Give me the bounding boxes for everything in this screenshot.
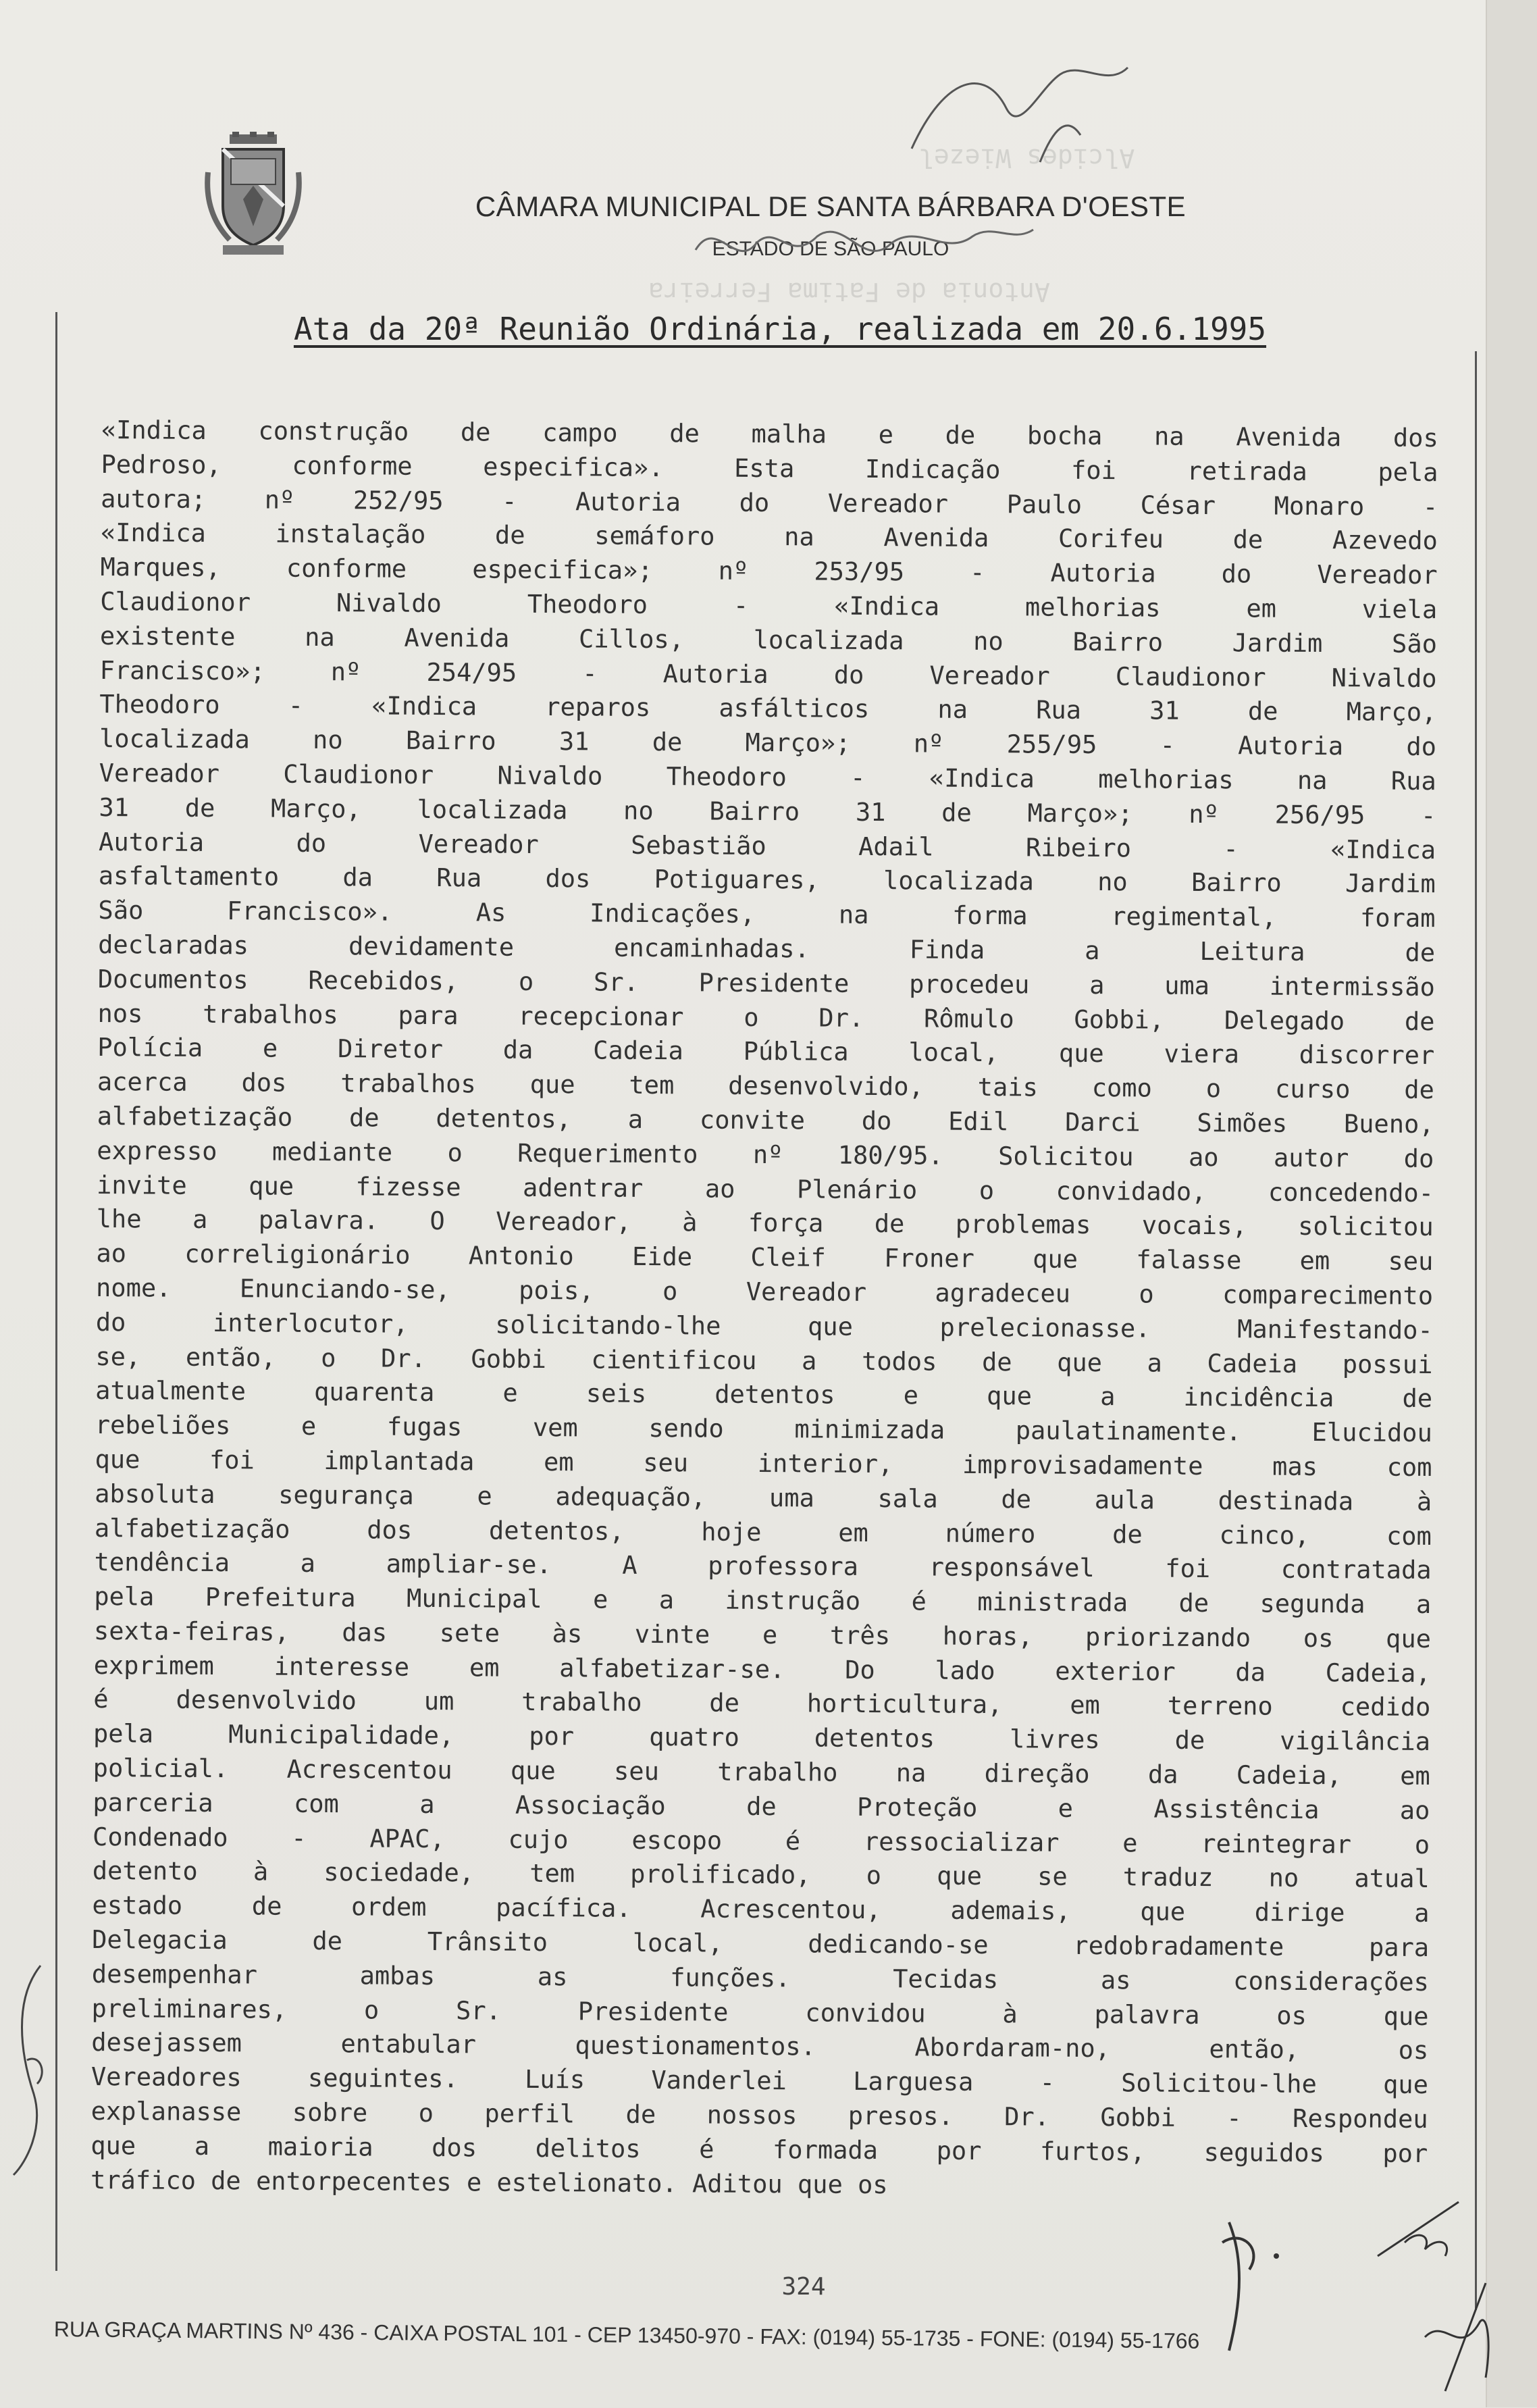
text-line: policial. Acrescentou que seu trabalho na direção da Cadeia, em <box>93 1753 1430 1791</box>
initials-bottom <box>1202 2202 1499 2408</box>
text-line: «Indica instalação de semáforo na Avenida Corifeu de Azevedo <box>100 518 1438 556</box>
coat-of-arms-icon <box>203 132 304 260</box>
text-line: parceria com a Associação de Proteção e Assistência ao <box>93 1787 1430 1825</box>
text-line: nos trabalhos para recepcionar o Dr. Rômulo Gobbi, Delegado de <box>97 998 1435 1036</box>
text-line: Delegacia de Trânsito local, dedicando-se redobradamente para <box>92 1925 1430 1963</box>
text-line: Marques, conforme especifica»; nº 253/95 - Autoria do Vereador <box>100 553 1438 590</box>
signature-mid <box>689 209 1040 287</box>
text-line: que foi implantada em seu interior, improvisadamente mas com <box>95 1444 1432 1482</box>
document-title <box>240 311 1320 347</box>
text-line: nome. Enunciando-se, pois, o Vereador agradeceu o comparecimento <box>95 1273 1434 1310</box>
text-line: Autoria do Vereador Sebastião Adail Ribeiro - «Indica <box>98 827 1436 865</box>
text-line: pela Municipalidade, por quatro detentos livres de vigilância <box>93 1719 1431 1757</box>
text-line: do interlocutor, solicitando-lhe que prelecionasse. Manifestando- <box>95 1307 1433 1345</box>
text-line: exprimem interesse em alfabetizar-se. Do lado exterior da Cadeia, <box>93 1650 1431 1688</box>
text-line: sexta-feiras, das sete às vinte e três horas, priorizando os que <box>93 1616 1432 1654</box>
text-line: Vereadores seguintes. Luís Vanderlei Larguesa - Solicitou-lhe que <box>90 2062 1429 2100</box>
text-line: autora; nº 252/95 - Autoria do Vereador Paulo César Monaro - <box>101 484 1438 521</box>
text-line: existente na Avenida Cillos, localizada no Bairro Jardim São <box>99 621 1438 659</box>
text-line: expresso mediante o Requerimento nº 180/95. Solicitou ao autor do <box>97 1135 1434 1173</box>
state-name: ESTADO DE SÃO PAULO <box>712 238 949 260</box>
text-line: São Francisco». As Indicações, na forma regimental, foram <box>98 896 1436 933</box>
text-line: explanasse sobre o perfil de nossos presos. Dr. Gobbi - Respondeu <box>90 2097 1428 2134</box>
text-line: preliminares, o Sr. Presidente convidou à palavra os que <box>91 1993 1429 2031</box>
page-edge <box>1486 0 1537 2407</box>
text-line: asfaltamento da Rua dos Potiguares, localizada no Bairro Jardim <box>98 861 1436 899</box>
text-line: tendência a ampliar-se. A professora responsável foi contratada <box>94 1547 1432 1585</box>
text-line: absoluta segurança e adequação, uma sala de aula destinada à <box>95 1479 1432 1516</box>
bleed-through-text: Antonia de Fatima Ferreira <box>648 277 1050 307</box>
text-line: Vereador Claudionor Nivaldo Theodoro - «Indica melhorias na Rua <box>99 758 1436 796</box>
text-line: desejassem entabular questionamentos. Abordaram-no, então, os <box>91 2028 1429 2066</box>
text-line: pela Prefeitura Municipal e a instrução é ministrada de segunda a <box>94 1582 1432 1620</box>
text-line: «Indica construção de campo de malha e de bocha na Avenida dos <box>101 415 1438 453</box>
text-line: Theodoro - «Indica reparos asfálticos na Rua 31 de Março, <box>99 690 1437 727</box>
text-line: alfabetização dos detentos, hoje em número de cinco, com <box>94 1513 1432 1551</box>
text-line: localizada no Bairro 31 de Março»; nº 255/95 - Autoria do <box>99 724 1437 762</box>
margin-initial <box>7 1959 61 2185</box>
text-line: Claudionor Nivaldo Theodoro - «Indica melhorias em viela <box>100 586 1438 625</box>
text-line: ao correligionário Antonio Eide Cleif Froner que falasse em seu <box>96 1239 1434 1277</box>
text-line: declaradas devidamente encaminhadas. Finda a Leitura de <box>98 929 1436 968</box>
text-line: Condenado - APAC, cujo escopo é ressocializar e reintegrar o <box>92 1822 1430 1860</box>
text-line: Pedroso, conforme especifica». Esta Indicação foi retirada pela <box>101 449 1438 487</box>
right-margin-rule <box>1475 351 1477 2310</box>
text-line: é desenvolvido um trabalho de horticultura, em terreno cedido <box>93 1685 1431 1722</box>
text-line: acerca dos trabalhos que tem desenvolvido, tais como o curso de <box>97 1067 1435 1105</box>
institution-name: CÂMARA MUNICIPAL DE SANTA BÁRBARA D'OESTE <box>475 190 1187 222</box>
page-number: 324 <box>781 2273 826 2301</box>
text-line: Documentos Recebidos, o Sr. Presidente procedeu a uma intermissão <box>97 964 1435 1002</box>
text-line: estado de ordem pacífica. Acrescentou, ademais, que dirige a <box>92 1891 1430 1928</box>
signature-top <box>905 47 1148 172</box>
text-line: Francisco»; nº 254/95 - Autoria do Vereador Claudionor Nivaldo <box>99 655 1437 693</box>
document-title-text: Ata da 20ª Reunião Ordinária, realizada em 20.6.1995 <box>293 311 1267 347</box>
text-line: Polícia e Diretor da Cadeia Pública local, que viera discorrer <box>97 1033 1435 1071</box>
text-line: rebeliões e fugas vem sendo minimizada paulatinamente. Elucidou <box>95 1410 1432 1448</box>
text-line: se, então, o Dr. Gobbi cientificou a todos de que a Cadeia possui <box>95 1341 1433 1379</box>
text-line: desempenhar ambas as funções. Tecidas as considerações <box>91 1959 1429 1997</box>
text-line: tráfico de entorpecentes e estelionato. Aditou que os <box>90 2165 888 2199</box>
minutes-body <box>90 413 1438 2205</box>
text-line: alfabetização de detentos, a convite do Edil Darci Simões Bueno, <box>97 1101 1434 1139</box>
text-line: 31 de Março, localizada no Bairro 31 de Março»; nº 256/95 - <box>99 792 1436 830</box>
text-line: lhe a palavra. O Vereador, à força de problemas vocais, solicitou <box>96 1204 1434 1242</box>
bleed-through-text: Alcides Wiezel <box>918 143 1135 173</box>
footer-address: RUA GRAÇA MARTINS Nº 436 - CAIXA POSTAL 101 - CEP 13450-970 - FAX: (0194) 55-1735 - FONE: (0194) 55-1766 <box>53 2317 1200 2353</box>
text-line: invite que fizesse adentrar ao Plenário o convidado, concedendo- <box>96 1170 1434 1208</box>
text-line: que a maioria dos delitos é formada por furtos, seguidos por <box>90 2130 1428 2168</box>
text-line: detento à sociedade, tem prolificado, o que se traduz no atual <box>92 1856 1430 1894</box>
text-line: atualmente quarenta e seis detentos e que a incidência de <box>95 1376 1433 1414</box>
